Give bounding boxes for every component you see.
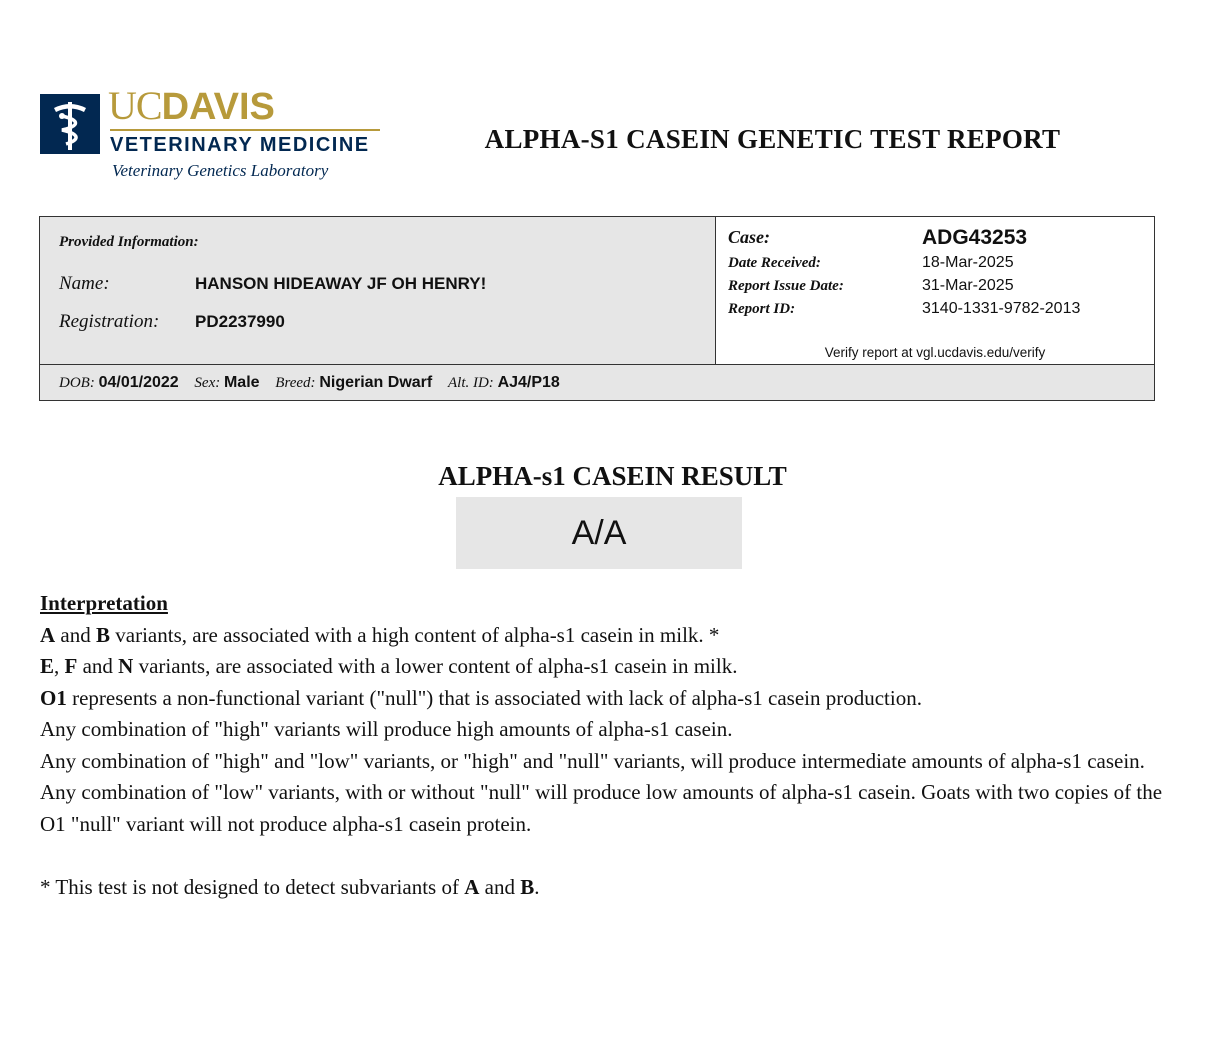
provided-information-panel [40,217,716,364]
animal-details [59,374,572,392]
registration-label: Registration: [59,311,160,332]
result-heading: ALPHA-s1 CASEIN RESULT [438,461,787,491]
alt-id-label: Alt. ID: [447,375,494,391]
result-value: A/A [456,497,742,569]
report-id-value: 3140-1331-9782-2013 [922,300,1081,317]
animal-details-bar [40,364,1154,400]
date-received-value: 18-Mar-2025 [922,254,1014,271]
report-title: ALPHA-S1 CASEIN GENETIC TEST REPORT [484,124,1061,154]
sex-label: Sex: [194,375,221,391]
logo-school-name: VETERINARY MEDICINE [110,134,370,156]
sex-value: Male [223,374,260,391]
date-received-label: Date Received: [728,255,821,271]
logo-lab-name: Veterinary Genetics Laboratory [112,161,329,180]
report-id-label: Report ID: [728,301,796,317]
verify-note: Verify report at vgl.ucdavis.edu/verify [824,345,1046,360]
interpretation-heading: Interpretation [40,591,168,615]
report-issue-date-value: 31-Mar-2025 [922,277,1014,294]
breed-label: Breed: [275,375,316,391]
interpretation-section [40,588,1170,903]
case-value: ADG43253 [922,226,1028,249]
name-value: HANSON HIDEAWAY JF OH HENRY! [195,274,487,293]
dob-value: 04/01/2022 [98,374,179,391]
interpretation-line-intermediate: Any combination of "high" and "low" variants, or "high" and "null" variants, will produce intermediate amounts of alpha-s1 casein. [40,748,1145,773]
provided-info-heading: Provided Information: [59,234,199,250]
ucdavis-logo [40,83,390,184]
interpretation-line-low-combo: Any combination of "low" variants, with or without "null" will produce low amounts of alpha-s1 casein. Goats with two copies of the O1 "null" variant will not produce alpha-s1 casein protein. [40,780,1163,836]
info-box [39,216,1155,401]
interpretation-line-null: O1 represents a non-functional variant ("null") that is associated with lack of alpha-s1 casein production. [40,685,922,710]
caduceus-icon [40,94,100,154]
interpretation-line-high: A and B variants, are associated with a high content of alpha-s1 casein in milk. * [40,622,720,647]
logo-wordmark: UCDAVIS [108,83,275,128]
logo-divider [110,129,380,131]
footnote: * This test is not designed to detect subvariants of A and B. [40,874,540,899]
breed-value: Nigerian Dwarf [319,374,433,391]
interpretation-line-high-combo: Any combination of "high" variants will produce high amounts of alpha-s1 casein. [40,717,733,741]
interpretation-line-low: E, F and N variants, are associated with a lower content of alpha-s1 casein in milk. [40,654,738,678]
registration-value: PD2237990 [195,312,285,331]
case-information-panel [716,217,1154,364]
dob-label: DOB: [59,375,95,391]
case-label: Case: [728,227,770,247]
alt-id-value: AJ4/P18 [497,374,560,391]
name-label: Name: [59,273,110,294]
report-issue-date-label: Report Issue Date: [728,278,844,294]
